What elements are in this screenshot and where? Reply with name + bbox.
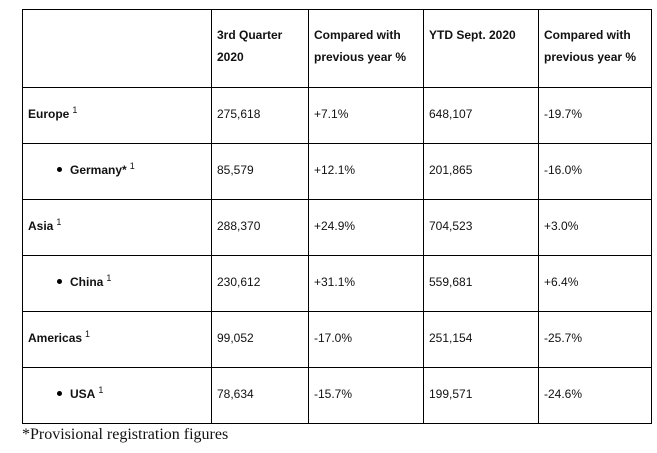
ytd-change-cell: -19.7%: [539, 88, 652, 144]
region-cell: [23, 144, 212, 200]
q3-change-cell: -17.0%: [309, 312, 424, 368]
region-label: Americas: [28, 331, 83, 345]
ytd-value-cell: 251,154: [424, 312, 539, 368]
q3-change-cell: +7.1%: [309, 88, 424, 144]
region-label: Germany*: [70, 163, 127, 177]
ytd-change-cell: -25.7%: [539, 312, 652, 368]
ytd-value-cell: 648,107: [424, 88, 539, 144]
ytd-value-cell: 559,681: [424, 256, 539, 312]
q3-value-cell: 230,612: [212, 256, 309, 312]
q3-value-cell: 85,579: [212, 144, 309, 200]
q3-value-cell: 78,634: [212, 368, 309, 424]
table-row: [23, 312, 652, 368]
bullet-icon: [57, 279, 62, 284]
table-header-row: [23, 10, 652, 88]
region-cell: [23, 312, 212, 368]
footnote-marker: 1: [72, 105, 78, 115]
header-region: [23, 10, 212, 88]
ytd-change-cell: -24.6%: [539, 368, 652, 424]
provisional-footnote: *Provisional registration figures: [22, 426, 229, 443]
ytd-change-cell: -16.0%: [539, 144, 652, 200]
region-cell: [23, 88, 212, 144]
header-ytd-2020: YTD Sept. 2020: [424, 10, 539, 88]
table-row: [23, 256, 652, 312]
region-cell: [23, 256, 212, 312]
q3-value-cell: 275,618: [212, 88, 309, 144]
table-row: [23, 88, 652, 144]
ytd-value-cell: 199,571: [424, 368, 539, 424]
table-row: [23, 144, 652, 200]
region-label: Asia: [28, 219, 54, 233]
region-cell: [23, 368, 212, 424]
q3-change-cell: +24.9%: [309, 200, 424, 256]
q3-value-cell: 99,052: [212, 312, 309, 368]
ytd-change-cell: +6.4%: [539, 256, 652, 312]
q3-change-cell: +12.1%: [309, 144, 424, 200]
bullet-icon: [57, 391, 62, 396]
region-label: USA: [70, 387, 96, 401]
footnote-marker: 1: [106, 273, 112, 283]
ytd-change-cell: +3.0%: [539, 200, 652, 256]
q3-change-cell: -15.7%: [309, 368, 424, 424]
footnote-marker: 1: [98, 385, 104, 395]
bullet-icon: [57, 167, 62, 172]
ytd-value-cell: 201,865: [424, 144, 539, 200]
table-row: [23, 200, 652, 256]
region-cell: [23, 200, 212, 256]
q3-change-cell: +31.1%: [309, 256, 424, 312]
footnote-marker: 1: [129, 161, 135, 171]
table-row: [23, 368, 652, 424]
registration-table-container: [22, 9, 652, 424]
footnote-marker: 1: [85, 329, 91, 339]
footnote-marker: 1: [56, 217, 62, 227]
registration-table: [22, 9, 652, 424]
header-ytd-change: Compared with previous year %: [539, 10, 652, 88]
region-label: Europe: [28, 107, 70, 121]
region-label: China: [70, 275, 104, 289]
ytd-value-cell: 704,523: [424, 200, 539, 256]
header-q3-2020: 3rd Quarter 2020: [212, 10, 309, 88]
q3-value-cell: 288,370: [212, 200, 309, 256]
header-q3-change: Compared with previous year %: [309, 10, 424, 88]
